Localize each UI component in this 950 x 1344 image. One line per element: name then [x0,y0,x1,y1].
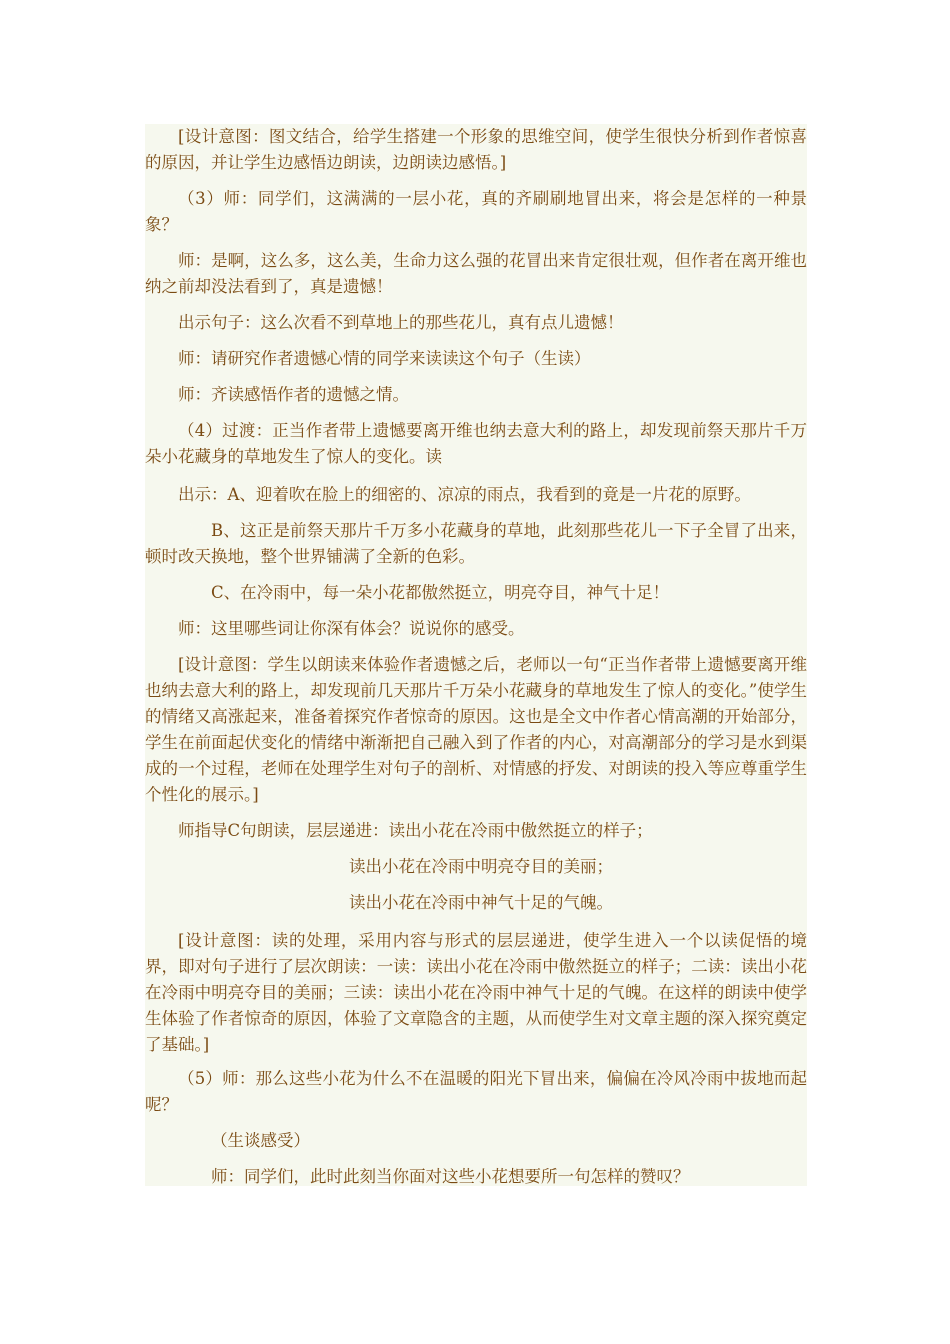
teacher-question: 师：这里哪些词让你深有体会？说说你的感受。 [178,619,525,638]
teacher-response: 师：是啊，这么多，这么美，生命力这么强的花冒出来肯定很壮观，但作者在离开维也纳之前却没法看到了，真是遗憾！ [145,251,807,296]
design-intent-paragraph: [设计意图：学生以朗读来体验作者遗憾之后，老师以一句“正当作者带上遗憾要离开维也纳去意大利的路上，却发现前几天那片千万朵小花藏身的草地发生了惊人的变化。”使学生的情绪又高涨起来，准备着探究作者惊奇的原因。这也是全文中作者心情高潮的开始部分，学生在前面起伏变化的情绪中渐渐把自己融入到了作者的内心，对高潮部分的学习是水到渠成的一个过程，老师在处理学生对句子的剖析、对情感的抒发、对朗读的投入等应尊重学生个性化的展示。] [145,655,807,804]
show-sentence: 出示句子：这么次看不到草地上的那些花儿，真有点儿遗憾！ [178,313,624,332]
student-response: （生谈感受） [211,1131,310,1150]
design-intent-paragraph: [设计意图：图文结合，给学生搭建一个形象的思维空间，使学生很快分析到作者惊喜的原因，并让学生边感悟边朗读，边朗读边感悟。] [145,127,807,172]
show-sentence-b: B、这正是前祭天那片千万多小花藏身的草地，此刻那些花儿一下子全冒了出来，顿时改天换地，整个世界铺满了全新的色彩。 [145,521,807,566]
reading-guidance-line: 读出小花在冷雨中神气十足的气魄。 [349,893,613,912]
show-sentence-a: 出示：A、迎着吹在脸上的细密的、凉凉的雨点，我看到的竟是一片花的原野。 [178,485,751,504]
teacher-instruction: 师：齐读感悟作者的遗憾之情。 [178,385,409,404]
reading-guidance: 师指导C句朗读，层层递进：读出小花在冷雨中傲然挺立的样子； [178,821,653,840]
teacher-question-3: （3）师：同学们，这满满的一层小花，真的齐刷刷地冒出来，将会是怎样的一种景象？ [145,189,807,234]
design-intent-paragraph: [设计意图：读的处理，采用内容与形式的层层递进，使学生进入一个以读促悟的境界，即对句子进行了层次朗读：一读：读出小花在冷雨中傲然挺立的样子；二读：读出小花在冷雨中明亮夺目的美丽；三读：读出小花在冷雨中神气十足的气魄。在这样的朗读中使学生体验了作者惊奇的原因，体验了文章隐含的主题，从而使学生对文章主题的深入探究奠定了基础。] [145,931,807,1054]
transition-paragraph-4: （4）过渡：正当作者带上遗憾要离开维也纳去意大利的路上，却发现前祭天那片千万朵小花藏身的草地发生了惊人的变化。读 [145,421,807,466]
show-sentence-c: C、在冷雨中，每一朵小花都傲然挺立，明亮夺目，神气十足！ [211,583,670,602]
teacher-question: 师：同学们，此时此刻当你面对这些小花想要所一句怎样的赞叹？ [211,1167,690,1186]
teacher-instruction: 师：请研究作者遗憾心情的同学来读读这个句子（生读） [178,349,591,368]
teacher-question-5: （5）师：那么这些小花为什么不在温暖的阳光下冒出来，偏偏在冷风冷雨中拔地而起呢？ [145,1069,807,1114]
reading-guidance-line: 读出小花在冷雨中明亮夺目的美丽； [349,857,613,876]
document-page [145,124,807,1186]
